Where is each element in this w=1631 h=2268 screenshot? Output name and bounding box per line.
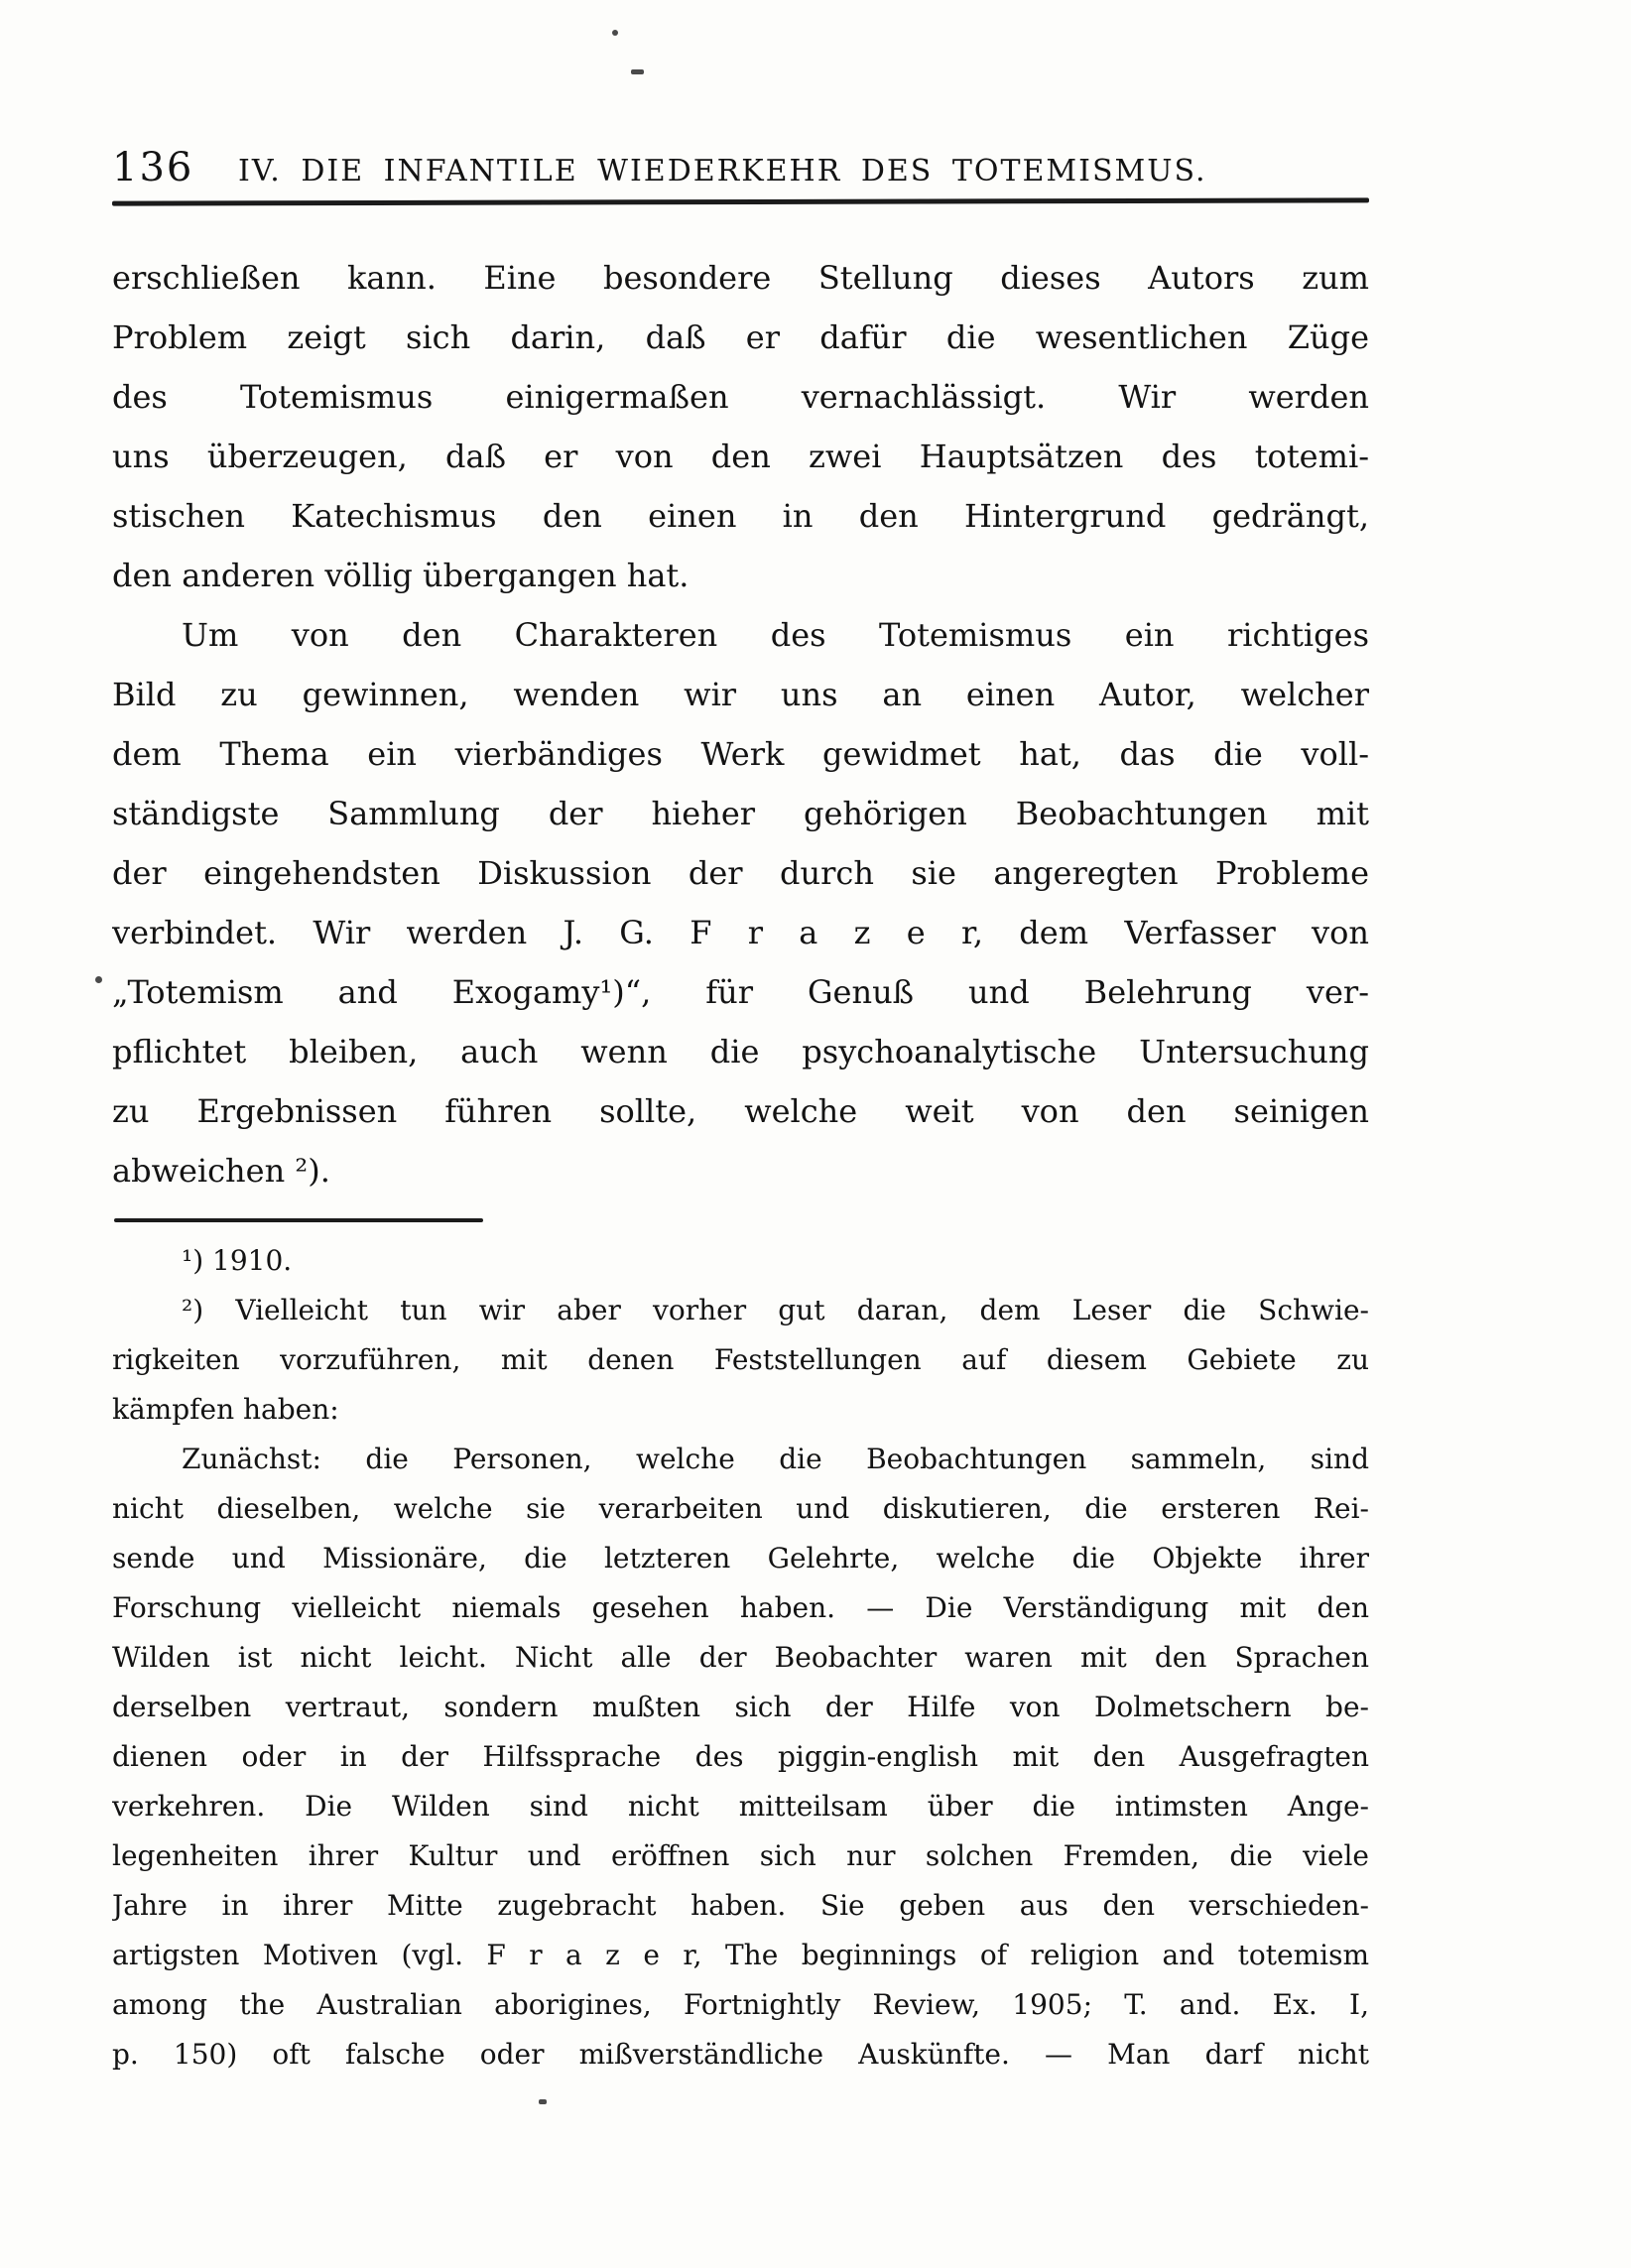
footnote-line: artigsten Motiven (vgl. F r a z e r, The beginnings of religion and totemism <box>112 1939 1369 1971</box>
body-text-line: den anderen völlig übergangen hat. <box>112 557 690 594</box>
body-text-line: stischen Katechismus den einen in den Hintergrund gedrängt, <box>112 497 1369 535</box>
footnote-line: kämpfen haben: <box>112 1393 339 1426</box>
body-text-line: des Totemismus einigermaßen vernachlässigt. Wir werden <box>112 378 1369 416</box>
footnote-line: p. 150) oft falsche oder mißverständliche Auskünfte. — Man darf nicht <box>112 2038 1369 2071</box>
body-text-line: ständigste Sammlung der hieher gehörigen Beobachtungen mit <box>112 795 1369 832</box>
body-text-line: erschließen kann. Eine besondere Stellung dieses Autors zum <box>112 259 1369 297</box>
page-number: 136 <box>112 145 194 190</box>
footnotes <box>112 1236 1369 2079</box>
body-text-line: „Totemism and Exogamy¹)“, für Genuß und Belehrung ver- <box>112 973 1369 1011</box>
footnote-line: Forschung vielleicht niemals gesehen haben. — Die Verständigung mit den <box>112 1591 1369 1624</box>
scan-artifact-dot <box>539 2099 547 2104</box>
body-text-line: zu Ergebnissen führen sollte, welche weit von den seinigen <box>112 1092 1369 1130</box>
body-text-line: Um von den Charakteren des Totemismus ein richtiges <box>182 616 1369 654</box>
page-header <box>112 145 1369 190</box>
body-text <box>112 248 1369 1200</box>
footnote-separator-rule <box>114 1218 483 1222</box>
footnote-line: dienen oder in der Hilfssprache des piggin-english mit den Ausgefragten <box>112 1740 1369 1773</box>
body-text-line: Problem zeigt sich darin, daß er dafür die wesentlichen Züge <box>112 318 1369 356</box>
footnote-line: verkehren. Die Wilden sind nicht mitteilsam über die intimsten Ange- <box>112 1790 1369 1823</box>
footnote-line: legenheiten ihrer Kultur und eröffnen sich nur solchen Fremden, die viele <box>112 1839 1369 1872</box>
scan-artifact-dot <box>95 976 102 983</box>
footnote-line: ¹) 1910. <box>182 1244 293 1277</box>
body-text-line: Bild zu gewinnen, wenden wir uns an einen Autor, welcher <box>112 676 1369 713</box>
footnote-line: among the Australian aborigines, Fortnightly Review, 1905; T. and. Ex. I, <box>112 1988 1369 2021</box>
body-text-line: abweichen ²). <box>112 1152 330 1190</box>
footnote-line: nicht dieselben, welche sie verarbeiten und diskutieren, die ersteren Rei- <box>112 1492 1369 1525</box>
footnote-line: Wilden ist nicht leicht. Nicht alle der Beobachter waren mit den Sprachen <box>112 1641 1369 1674</box>
footnote-line: Jahre in ihrer Mitte zugebracht haben. Sie geben aus den verschieden- <box>112 1889 1369 1922</box>
footnote-line: rigkeiten vorzuführen, mit denen Feststellungen auf diesem Gebiete zu <box>112 1343 1369 1376</box>
body-text-line: uns überzeugen, daß er von den zwei Hauptsätzen des totemi- <box>112 438 1369 475</box>
footnote-line: ²) Vielleicht tun wir aber vorher gut daran, dem Leser die Schwie- <box>182 1294 1369 1326</box>
body-text-line: dem Thema ein vierbändiges Werk gewidmet hat, das die voll- <box>112 735 1369 773</box>
body-text-line: der eingehendsten Diskussion der durch sie angeregten Probleme <box>112 854 1369 892</box>
footnote-line: Zunächst: die Personen, welche die Beobachtungen sammeln, sind <box>182 1443 1369 1475</box>
header-rule <box>112 197 1369 205</box>
scan-artifact-dash <box>631 69 644 74</box>
footnote-line: derselben vertraut, sondern mußten sich der Hilfe von Dolmetschern be- <box>112 1691 1369 1723</box>
body-text-line: verbindet. Wir werden J. G. F r a z e r, dem Verfasser von <box>112 914 1369 951</box>
body-text-line: pflichtet bleiben, auch wenn die psychoanalytische Untersuchung <box>112 1033 1369 1071</box>
scan-artifact-dot <box>612 30 618 36</box>
footnote-line: sende und Missionäre, die letzteren Gelehrte, welche die Objekte ihrer <box>112 1542 1369 1575</box>
running-head: IV. DIE INFANTILE WIEDERKEHR DES TOTEMISMUS. <box>238 154 1207 189</box>
